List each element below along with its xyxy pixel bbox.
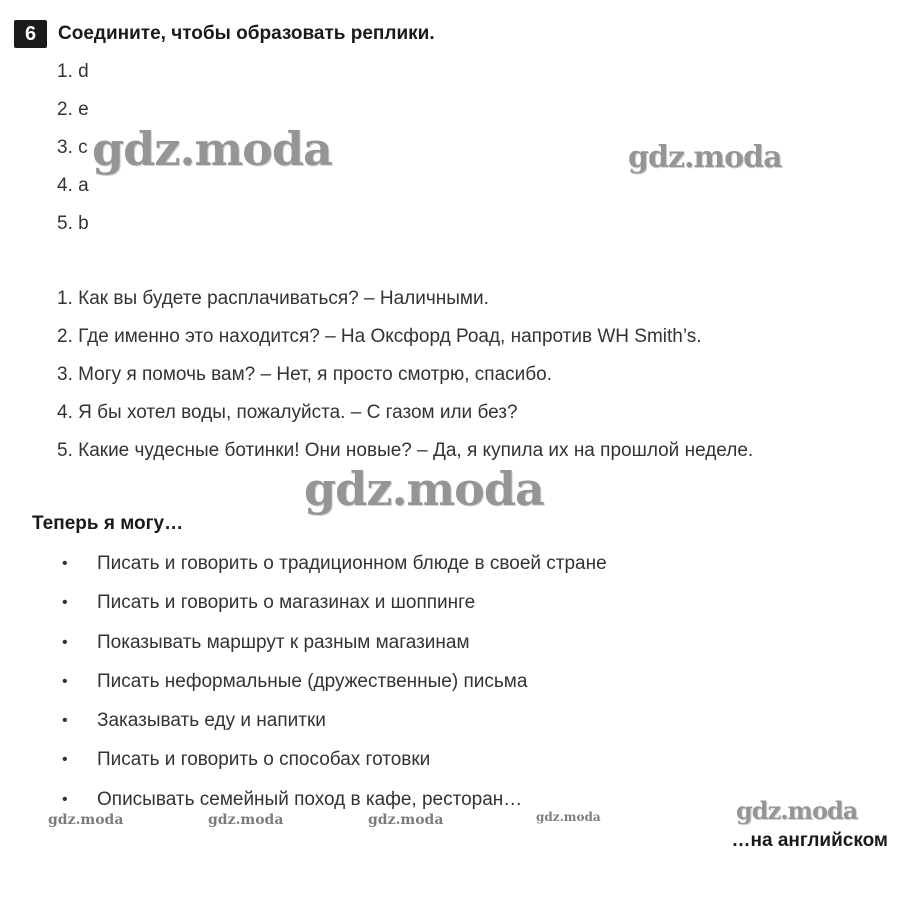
skill-item [62,746,607,785]
skills-section-title: Теперь я могу… [32,513,184,534]
bullet-icon: • [62,555,68,572]
watermark: gdz.moda [628,140,782,175]
skill-item [62,668,607,707]
translation-item: 2. Где именно это находится? – На Оксфорд Роад, напротив WH Smith’s. [57,326,702,347]
task-title: Соедините, чтобы образовать реплики. [58,23,435,44]
skill-text: Писать неформальные (дружественные) письма [97,670,528,692]
watermark: gdz.moda [48,812,124,828]
task-number-badge: 6 [14,20,47,48]
bullet-icon: • [62,751,68,769]
watermark: gdz.moda [208,812,284,828]
skill-text: Писать и говорить о магазинах и шоппинге [97,592,476,614]
bullet-icon: • [62,633,68,651]
translation-item: 3. Могу я помочь вам? – Нет, я просто смотрю, спасибо. [57,364,552,385]
translation-item: 1. Как вы будете расплачиваться? – Наличными. [57,288,489,309]
skill-text: Писать и говорить о способах готовки [97,749,431,771]
bullet-icon: • [62,790,68,808]
bullet-icon: • [62,594,68,612]
skills-list [62,550,607,825]
answer-item: 3. c [57,137,88,158]
answer-item: 4. a [57,175,89,196]
answer-item: 5. b [57,213,89,234]
watermark: gdz.moda [304,462,544,516]
watermark: gdz.moda [92,122,332,176]
answer-item: 1. d [57,61,89,82]
skill-text: Заказывать еду и напитки [97,710,326,732]
translation-list [57,285,753,475]
watermark: gdz.moda [536,810,601,824]
translation-item: 5. Какие чудесные ботинки! Они новые? – Да, я купила их на прошлой неделе. [57,440,754,461]
answer-list [57,58,89,248]
bullet-icon: • [62,712,68,730]
skill-item [62,629,607,668]
watermark: gdz.moda [736,796,858,825]
skill-item [62,589,607,628]
skill-text: Писать и говорить о традиционном блюде в своей стране [97,553,607,574]
answer-item: 2. e [57,99,89,120]
skill-item [62,707,607,746]
translation-item: 4. Я бы хотел воды, пожалуйста. – С газом или без? [57,402,518,423]
skill-text: Описывать семейный поход в кафе, ресторан… [97,788,523,810]
watermark: gdz.moda [368,812,444,828]
footer-note: …на английском [731,830,888,851]
bullet-icon: • [62,672,68,690]
skill-item [62,550,607,589]
skill-item [62,786,607,825]
skill-text: Показывать маршрут к разным магазинам [97,631,470,653]
